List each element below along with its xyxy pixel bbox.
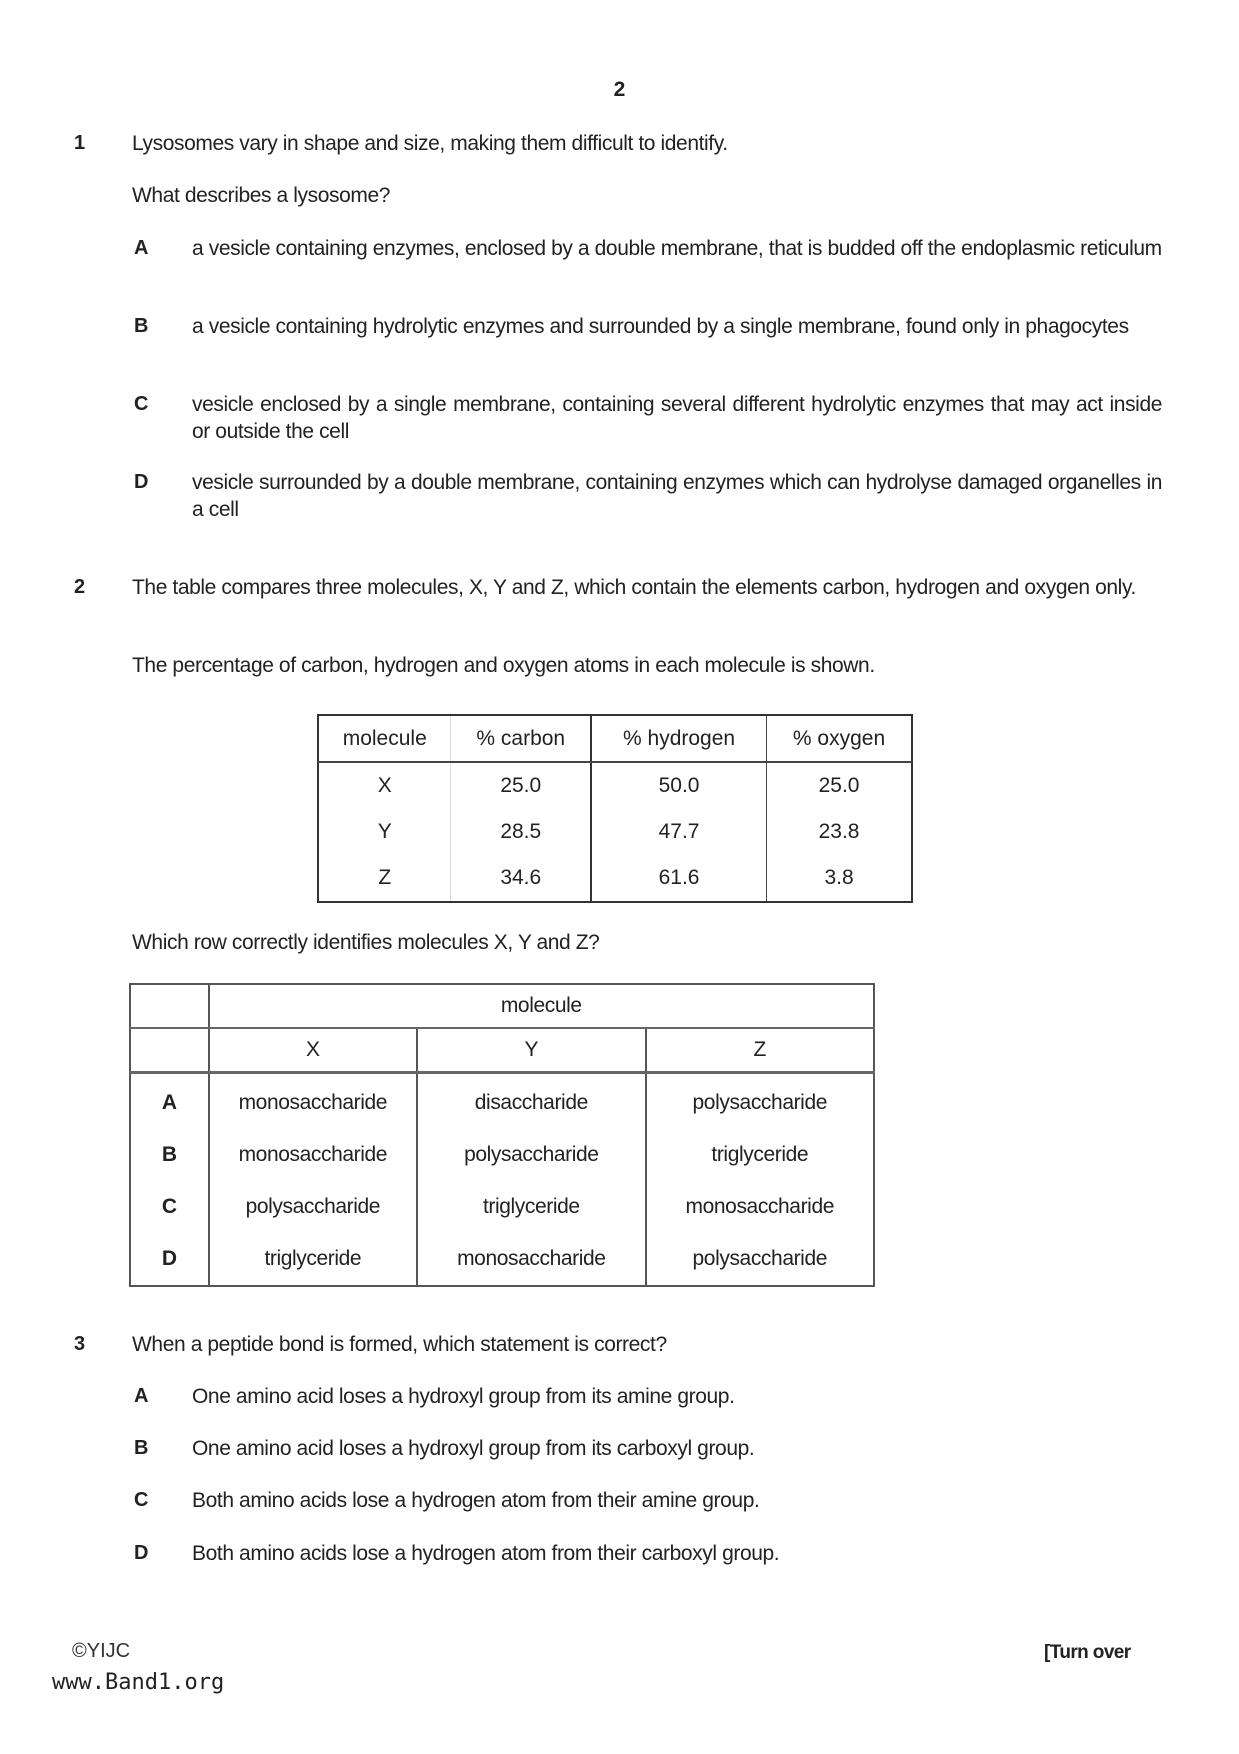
option-letter-d: D xyxy=(134,471,149,493)
table-cell: 47.7 xyxy=(591,809,767,855)
option-text-d: vesicle surrounded by a double membrane, containing enzymes which can hydrolyse damaged organelles in a cell xyxy=(192,471,1162,521)
table-row xyxy=(318,762,912,809)
page-number: 2 xyxy=(613,78,626,101)
option-text-a: One amino acid loses a hydroxyl group from its amine group. xyxy=(192,1385,735,1408)
table-cell: 25.0 xyxy=(767,762,912,809)
empty-cell xyxy=(130,1028,209,1073)
table-cell: disaccharide xyxy=(417,1073,645,1130)
table-cell: 34.6 xyxy=(451,855,591,902)
table-header-row xyxy=(318,715,912,762)
table-cell: 3.8 xyxy=(767,855,912,902)
question-stem: The table compares three molecules, X, Y and Z, which contain the elements carbon, hydrogen and oxygen only. xyxy=(132,576,1136,599)
question-number: 2 xyxy=(74,576,85,598)
option-letter-a: A xyxy=(134,1385,149,1407)
table-cell: polysaccharide xyxy=(209,1181,418,1233)
composition-table xyxy=(317,714,913,903)
table-cell: X xyxy=(318,762,451,809)
table-cell: 23.8 xyxy=(767,809,912,855)
row-letter: A xyxy=(130,1073,209,1130)
watermark-url: www.Band1.org xyxy=(52,1670,225,1695)
table-cell: Z xyxy=(318,855,451,902)
option-text-c: Both amino acids lose a hydrogen atom from their amine group. xyxy=(192,1489,760,1512)
option-letter-c: C xyxy=(134,1489,149,1511)
table-cell: 25.0 xyxy=(451,762,591,809)
option-letter-c: C xyxy=(134,393,149,415)
empty-cell xyxy=(130,984,209,1028)
row-letter: C xyxy=(130,1181,209,1233)
table-row xyxy=(130,1233,874,1286)
table-cell: triglyceride xyxy=(209,1233,418,1286)
table-cell: monosaccharide xyxy=(209,1073,418,1130)
question-number: 1 xyxy=(74,132,85,154)
question-context: The percentage of carbon, hydrogen and oxygen atoms in each molecule is shown. xyxy=(132,654,875,677)
column-header: % carbon xyxy=(451,715,591,762)
option-text-b: a vesicle containing hydrolytic enzymes and surrounded by a single membrane, found only in phagocytes xyxy=(192,315,1129,338)
column-header: Z xyxy=(646,1028,874,1073)
option-letter-a: A xyxy=(134,237,149,259)
option-text-b: One amino acid loses a hydroxyl group from its carboxyl group. xyxy=(192,1437,755,1460)
table-row xyxy=(130,1129,874,1181)
question-prompt: Which row correctly identifies molecules X, Y and Z? xyxy=(132,931,600,954)
table-row xyxy=(130,1181,874,1233)
column-header: molecule xyxy=(318,715,451,762)
option-letter-b: B xyxy=(134,315,149,337)
column-header: Y xyxy=(417,1028,645,1073)
column-header: X xyxy=(209,1028,418,1073)
option-text-d: Both amino acids lose a hydrogen atom from their carboxyl group. xyxy=(192,1542,780,1565)
question-stem: When a peptide bond is formed, which statement is correct? xyxy=(132,1333,667,1356)
table-cell: polysaccharide xyxy=(417,1129,645,1181)
table-header-row xyxy=(130,1028,874,1073)
turn-over-label: [Turn over xyxy=(1044,1642,1131,1663)
table-row xyxy=(318,809,912,855)
copyright-label: ©YIJC xyxy=(72,1640,131,1662)
table-cell: polysaccharide xyxy=(646,1233,874,1286)
option-text-a: a vesicle containing enzymes, enclosed by a double membrane, that is budded off the endoplasmic reticulum xyxy=(192,237,1162,260)
option-letter-d: D xyxy=(134,1542,149,1564)
column-header: % oxygen xyxy=(767,715,912,762)
answer-table xyxy=(129,983,875,1287)
option-letter-b: B xyxy=(134,1437,149,1459)
option-text-c: vesicle enclosed by a single membrane, containing several different hydrolytic enzymes that may act inside or outside the cell xyxy=(192,393,1162,443)
table-cell: monosaccharide xyxy=(646,1181,874,1233)
table-cell: Y xyxy=(318,809,451,855)
table-cell: monosaccharide xyxy=(209,1129,418,1181)
table-cell: 50.0 xyxy=(591,762,767,809)
table-row xyxy=(130,1073,874,1130)
question-stem: Lysosomes vary in shape and size, making them difficult to identify. xyxy=(132,132,728,155)
row-letter: B xyxy=(130,1129,209,1181)
table-row xyxy=(318,855,912,902)
table-cell: triglyceride xyxy=(646,1129,874,1181)
column-header: % hydrogen xyxy=(591,715,767,762)
table-cell: 61.6 xyxy=(591,855,767,902)
table-cell: triglyceride xyxy=(417,1181,645,1233)
table-header-row xyxy=(130,984,874,1028)
group-header: molecule xyxy=(209,984,874,1028)
question-prompt: What describes a lysosome? xyxy=(132,184,391,207)
row-letter: D xyxy=(130,1233,209,1286)
table-cell: polysaccharide xyxy=(646,1073,874,1130)
table-cell: monosaccharide xyxy=(417,1233,645,1286)
table-cell: 28.5 xyxy=(451,809,591,855)
question-number: 3 xyxy=(74,1333,85,1355)
